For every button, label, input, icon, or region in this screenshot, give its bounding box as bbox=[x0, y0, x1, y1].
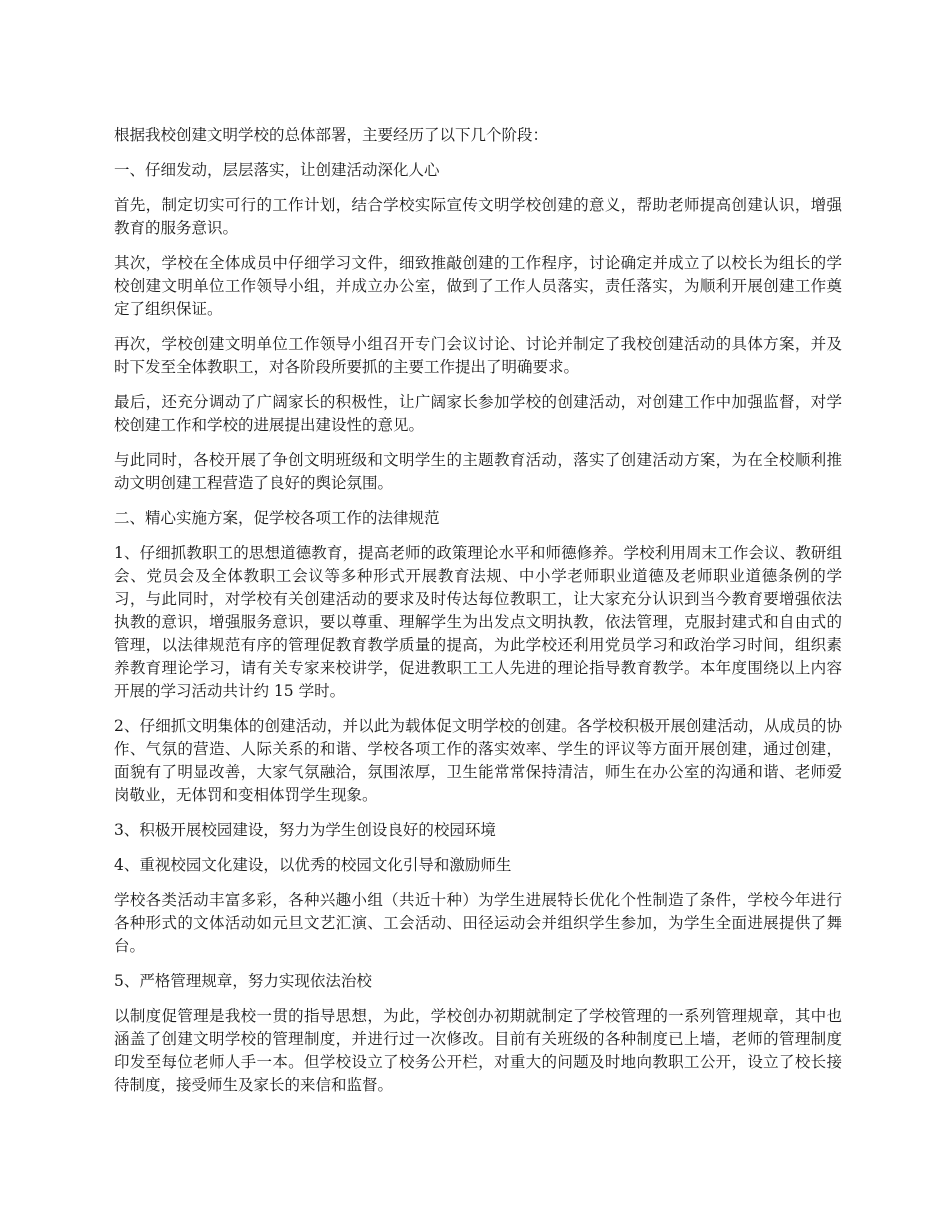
document-body bbox=[114, 124, 842, 1109]
paragraph-meanwhile: 与此同时，各校开展了争创文明班级和文明学生的主题教育活动，落实了创建活动方案，为在全校顺利推动文明创建工程营造了良好的舆论氛围。 bbox=[114, 451, 842, 492]
item-4-heading: 4、重视校园文化建设，以优秀的校园文化引导和激励师生 bbox=[114, 856, 512, 874]
section-heading-1: 一、仔细发动，层层落实，让创建活动深化人心 bbox=[114, 161, 440, 179]
paragraph-first: 首先，制定切实可行的工作计划，结合学校实际宣传文明学校创建的意义，帮助老师提高创建认识，增强教育的服务意识。 bbox=[114, 196, 842, 237]
item-1-paragraph: 1、仔细抓教职工的思想道德教育，提高老师的政策理论水平和师德修养。学校利用周末工作会议、教研组会、党员会及全体教职工会议等多种形式开展教育法规、中小学老师职业道德及老师职业道德条例的学习，与此同时，对学校有关创建活动的要求及时传达每位教职工，让大家充分认识到当今教育要增强依法执教的意识，增强服务意识，要以尊重、理解学生为出发点文明执教，依法管理，克服封建式和自由式的管理，以法律规范有序的管理促教育教学质量的提高，为此学校还利用党员学习和政治学习时间，组织素养教育理论学习，请有关专家来校讲学，促进教职工工人先进的理论指导教育教学。本年度围绕以上内容开展的学习活动共计约 15 学时。 bbox=[114, 544, 842, 700]
item-5-heading: 5、严格管理规章，努力实现依法治校 bbox=[114, 972, 372, 990]
rules-paragraph: 以制度促管理是我校一贯的指导思想，为此，学校创办初期就制定了学校管理的一系列管理规章，其中也涵盖了创建文明学校的管理制度，并进行过一次修改。目前有关班级的各种制度已上墙，老师的管理制度印发至每位老师人手一本。但学校设立了校务公开栏，对重大的问题及时地向教职工公开，设立了校长接待制度，接受师生及家长的来信和监督。 bbox=[114, 1007, 842, 1094]
paragraph-second: 其次，学校在全体成员中仔细学习文件，细致推敲创建的工作程序，讨论确定并成立了以校长为组长的学校创建文明单位工作领导小组，并成立办公室，做到了工作人员落实，责任落实，为顺利开展创建工作奠定了组织保证。 bbox=[114, 254, 842, 318]
activities-paragraph: 学校各类活动丰富多彩，各种兴趣小组（共近十种）为学生进展特长优化个性制造了条件，学校今年进行各种形式的文体活动如元旦文艺汇演、工会活动、田径运动会并组织学生参加，为学生全面进展提供了舞台。 bbox=[114, 891, 842, 955]
item-2-paragraph: 2、仔细抓文明集体的创建活动，并以此为载体促文明学校的创建。各学校积极开展创建活动，从成员的协作、气氛的营造、人际关系的和谐、学校各项工作的落实效率、学生的评议等方面开展创建，通过创建，面貌有了明显改善，大家气氛融洽，氛围浓厚，卫生能常常保持清洁，师生在办公室的沟通和谐、老师爱岗敬业，无体罚和变相体罚学生现象。 bbox=[114, 717, 842, 804]
intro-paragraph: 根据我校创建文明学校的总体部署，主要经历了以下几个阶段： bbox=[114, 126, 549, 144]
paragraph-last: 最后，还充分调动了广阔家长的积极性，让广阔家长参加学校的创建活动，对创建工作中加强监督，对学校创建工作和学校的进展提出建设性的意见。 bbox=[114, 393, 842, 434]
item-3-heading: 3、积极开展校园建设，努力为学生创设良好的校园环境 bbox=[114, 821, 496, 839]
section-heading-2: 二、精心实施方案，促学校各项工作的法律规范 bbox=[114, 509, 440, 527]
paragraph-third: 再次，学校创建文明单位工作领导小组召开专门会议讨论、讨论并制定了我校创建活动的具体方案，并及时下发至全体教职工，对各阶段所要抓的主要工作提出了明确要求。 bbox=[114, 335, 842, 376]
